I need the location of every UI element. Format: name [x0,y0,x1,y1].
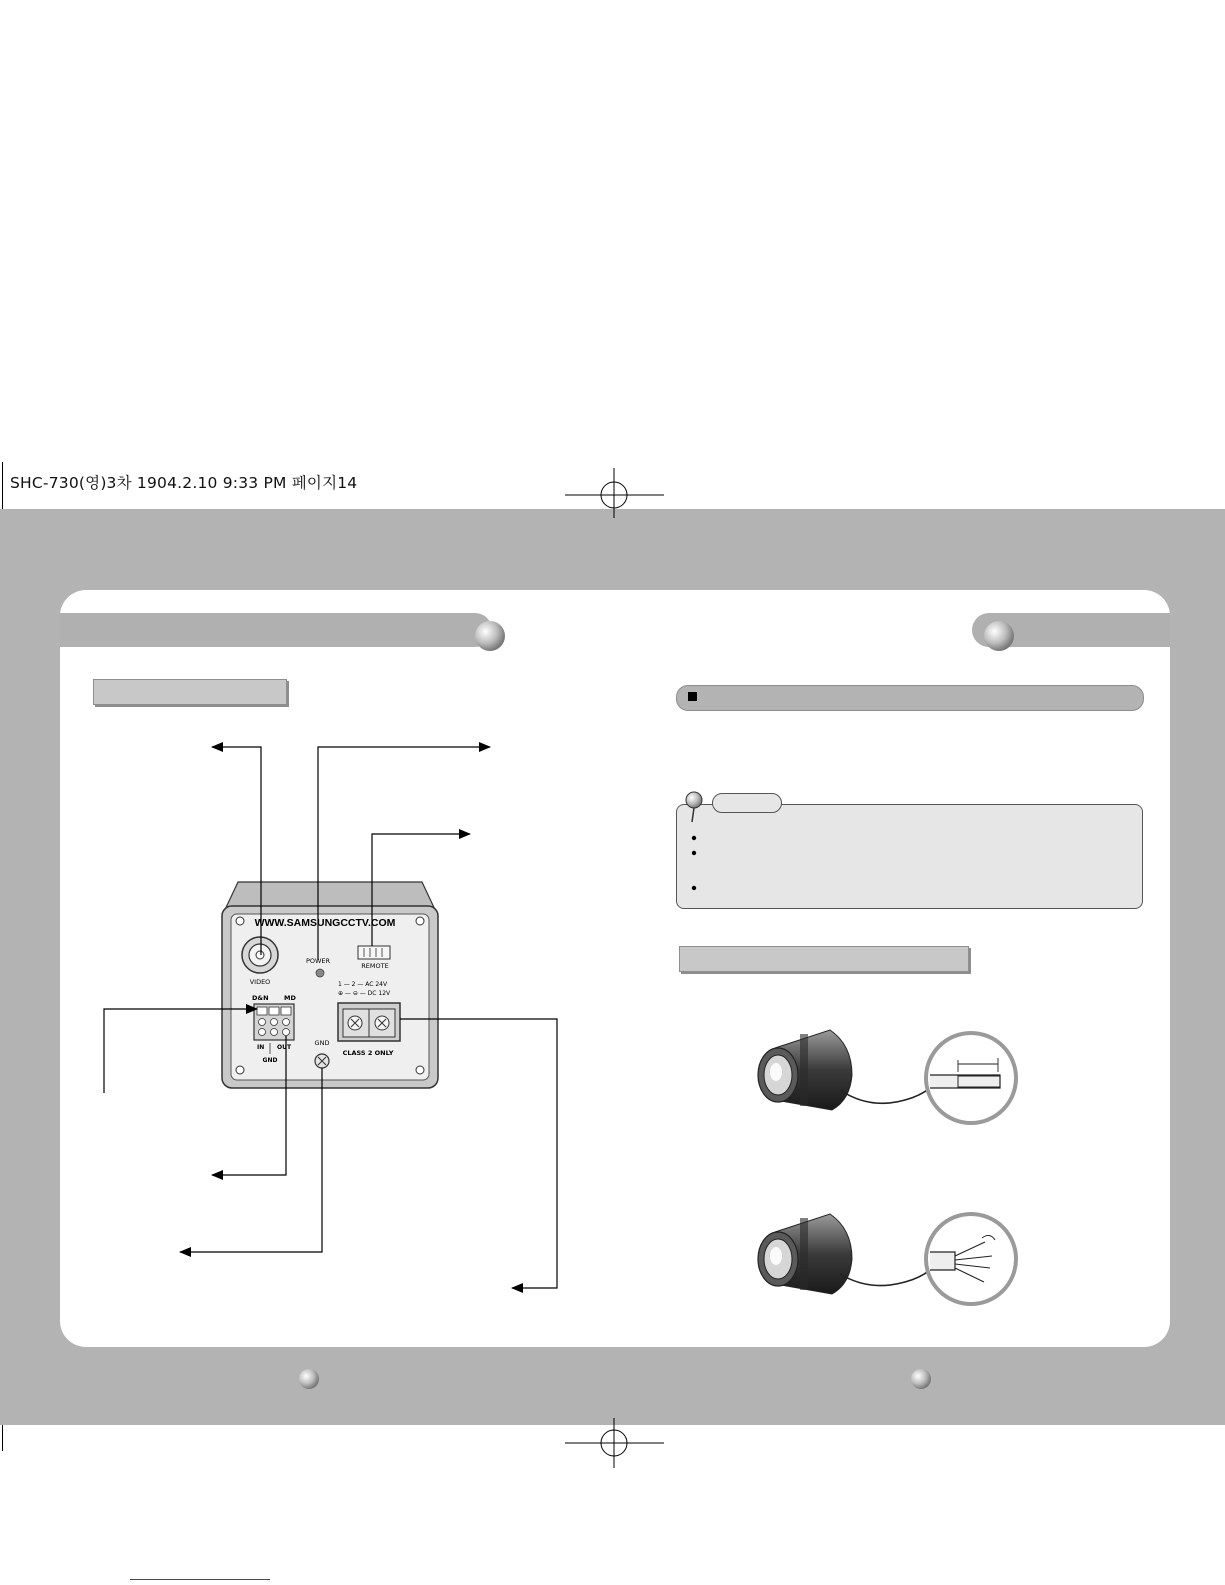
in-label: IN [257,1044,265,1051]
remote-connector [358,946,390,959]
lens-illustration-2 [758,1214,1016,1304]
video-bnc-connector [242,937,278,973]
registration-mark-top [565,468,664,518]
bullet-icon [692,886,696,890]
registration-mark-bottom [565,1418,664,1468]
dn-label: D&N [252,994,269,1002]
header-ball-left [475,621,505,651]
terminal-top-label: 1 — 2 — AC 24V [338,981,388,988]
camera-rear-panel [222,882,438,1088]
dn-md-terminal-block [254,1004,294,1040]
power-label: POWER [305,957,331,965]
power-led [316,969,324,977]
callout-arrow-gnd [180,1068,322,1252]
bullet-icon [692,836,696,840]
print-slug: SHC-730(영)3차 1904.2.10 9:33 PM 페이지14 [10,474,358,492]
footer-ball-right [911,1369,931,1389]
footer-ball-left [299,1369,319,1389]
gnd-small-label: GND [262,1057,278,1064]
lens-illustration-1 [758,1030,1016,1123]
gnd-label: GND [314,1039,330,1047]
class2-label: CLASS 2 ONLY [342,1049,394,1057]
terminal-bottom-label: ⊕ — ⊖ — DC 12V [338,990,391,997]
website-label: WWW.SAMSUNGCCTV.COM [254,917,396,929]
md-label: MD [284,994,296,1002]
power-terminal-block [338,1003,400,1041]
video-label: VIDEO [249,978,271,986]
header-ball-right [984,621,1014,651]
out-label: OUT [277,1044,292,1051]
pushpin-icon [686,792,702,822]
bullet-icon [692,851,696,855]
remote-label: REMOTE [361,962,389,970]
